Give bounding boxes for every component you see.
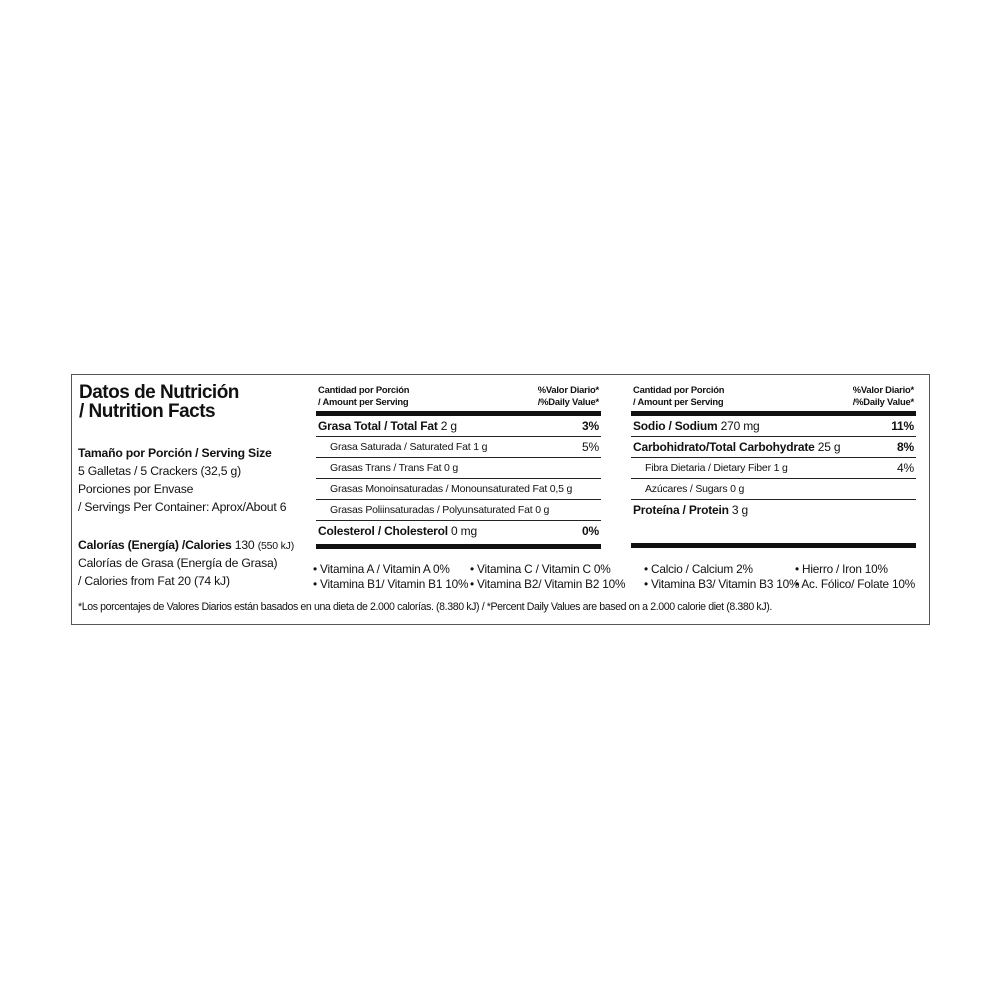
nutrient-name [633,500,748,521]
nutrient-amount: 3 g [731,503,748,517]
nutrient-daily-value: 5% [582,440,599,454]
nutrient-name [330,500,549,521]
calories-energy: (550 kJ) [257,540,295,552]
title-spanish: Datos de Nutrición [79,382,239,403]
dv-header-line2: /%Daily Value* [537,396,599,407]
nutrient-rows [631,416,916,521]
servings-per-container-value: / Servings Per Container: Aprox/About 6 [78,500,287,514]
panel-header [316,383,601,411]
footnote: *Los porcentajes de Valores Diarios están basados en una dieta de 2.000 calorías. (8.380 kJ) / *Percent Daily Values are based on a 2.000 calorie diet (8.380 kJ). [78,601,772,613]
amount-header-line1: Cantidad por Porción [318,384,410,395]
vitamin-item: • Hierro / Iron 10% [795,562,888,576]
servings-per-container-label: Porciones por Envase [78,482,194,496]
nutrient-amount: Azúcares / Sugars 0 g [645,483,745,495]
vitamin-item: • Calcio / Calcium 2% [644,562,753,576]
thick-divider-bottom [316,544,601,549]
fat-rows [316,416,601,542]
nutrient-name [645,479,744,500]
nutrition-label [71,374,930,625]
calories-label: Calorías (Energía) /Calories [78,538,232,552]
nutrient-row [316,521,601,542]
nutrient-amount: Grasas Monoinsaturadas / Monounsaturated Fat 0,5 g [330,483,573,495]
nutrient-name [330,458,458,479]
nutrient-daily-value: 8% [897,440,914,454]
nutrient-amount: Fibra Dietaria / Dietary Fiber 1 g [645,462,788,474]
nutrient-name [330,437,487,458]
dv-header-line1: %Valor Diario* [537,384,599,395]
dv-header-line2: /%Daily Value* [852,396,914,407]
nutrient-amount: 25 g [817,440,841,454]
nutrient-row [316,479,601,500]
serving-size-label: Tamaño por Porción / Serving Size [78,446,272,460]
nutrient-row [316,437,601,458]
nutrient-name-bold: Colesterol / Cholesterol [318,524,448,538]
nutrient-name [318,416,457,437]
nutrient-amount: Grasas Poliinsaturadas / Polyunsaturated Fat 0 g [330,504,550,516]
calories-value: 130 [234,538,255,552]
vitamin-item: • Vitamina B2/ Vitamin B2 10% [470,577,626,591]
nutrient-row [316,458,601,479]
nutrient-row [316,500,601,521]
vitamin-item: • Vitamina A / Vitamin A 0% [313,562,450,576]
nutrient-row [316,416,601,437]
vitamin-item: • Vitamina C / Vitamin C 0% [470,562,611,576]
fat-panel [316,383,601,549]
nutrient-daily-value: 3% [582,419,599,433]
nutrient-name [330,479,572,500]
panel-header [631,383,916,411]
nutrient-row [631,458,916,479]
nutrient-row [631,500,916,521]
nutrient-amount: 2 g [440,419,457,433]
vitamin-item: • Ac. Fólico/ Folate 10% [795,577,915,591]
title-english: / Nutrition Facts [79,401,216,422]
nutrient-name-bold: Sodio / Sodium [633,419,718,433]
serving-size-value: 5 Galletas / 5 Crackers (32,5 g) [78,464,241,478]
nutrient-name-bold: Grasa Total / Total Fat [318,419,438,433]
nutrient-amount: Grasa Saturada / Saturated Fat 1 g [330,441,488,453]
nutrient-name-bold: Proteína / Protein [633,503,729,517]
calories-line [78,537,294,554]
amount-header-line2: / Amount per Serving [318,396,409,407]
nutrient-name-bold: Carbohidrato/Total Carbohydrate [633,440,815,454]
nutrient-amount: 0 mg [451,524,477,538]
calories-fat-line2: / Calories from Fat 20 (74 kJ) [78,574,230,588]
nutrient-amount: Grasas Trans / Trans Fat 0 g [330,462,459,474]
nutrient-name [633,437,840,458]
nutrient-daily-value: 4% [897,461,914,475]
nutrient-row [631,416,916,437]
calories-fat-line1: Calorías de Grasa (Energía de Grasa) [78,556,278,570]
nutrient-daily-value: 0% [582,524,599,538]
amount-header-line2: / Amount per Serving [633,396,724,407]
nutrient-name [318,521,477,542]
label-title [79,383,239,421]
nutrient-daily-value: 11% [891,419,914,433]
nutrient-name [633,416,760,437]
nutrient-name [645,458,788,479]
nutrient-panel [631,383,916,548]
nutrient-row [631,437,916,458]
amount-header-line1: Cantidad por Porción [633,384,725,395]
vitamin-item: • Vitamina B3/ Vitamin B3 10% [644,577,800,591]
dv-header-line1: %Valor Diario* [852,384,914,395]
nutrient-row [631,479,916,500]
nutrient-amount: 270 mg [720,419,760,433]
vitamin-item: • Vitamina B1/ Vitamin B1 10% [313,577,469,591]
thick-divider-bottom [631,543,916,548]
